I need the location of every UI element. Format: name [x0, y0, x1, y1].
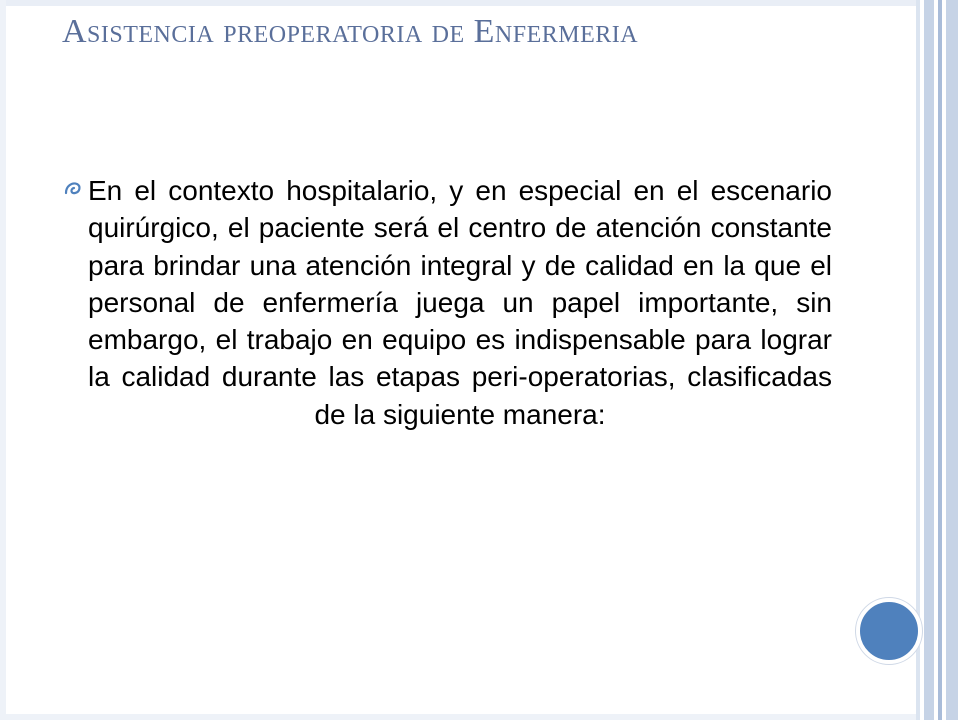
- slide-content: [62, 172, 832, 433]
- bullet-item: [62, 172, 832, 433]
- slide-frame-bottom: [0, 714, 916, 720]
- decorative-stripes: [916, 0, 960, 720]
- slide-frame-left: [0, 0, 6, 720]
- bullet-text: En el contexto hospitalario, y en especial en el escenario quirúrgico, el paciente será el centro de atención constante para brindar una atención integral y de calidad en la que el personal de enfermería juega un papel importante, sin embargo, el trabajo en equipo es indispensable para lograr la calidad durante las etapas peri-operatorias, clasificadas de la siguiente manera:: [88, 175, 832, 430]
- slide-title: Asistencia preoperatoria de Enfermeria: [62, 13, 639, 50]
- decorative-circle: [856, 598, 922, 664]
- swirl-bullet-icon: [62, 178, 84, 200]
- slide-frame-top: [0, 0, 916, 6]
